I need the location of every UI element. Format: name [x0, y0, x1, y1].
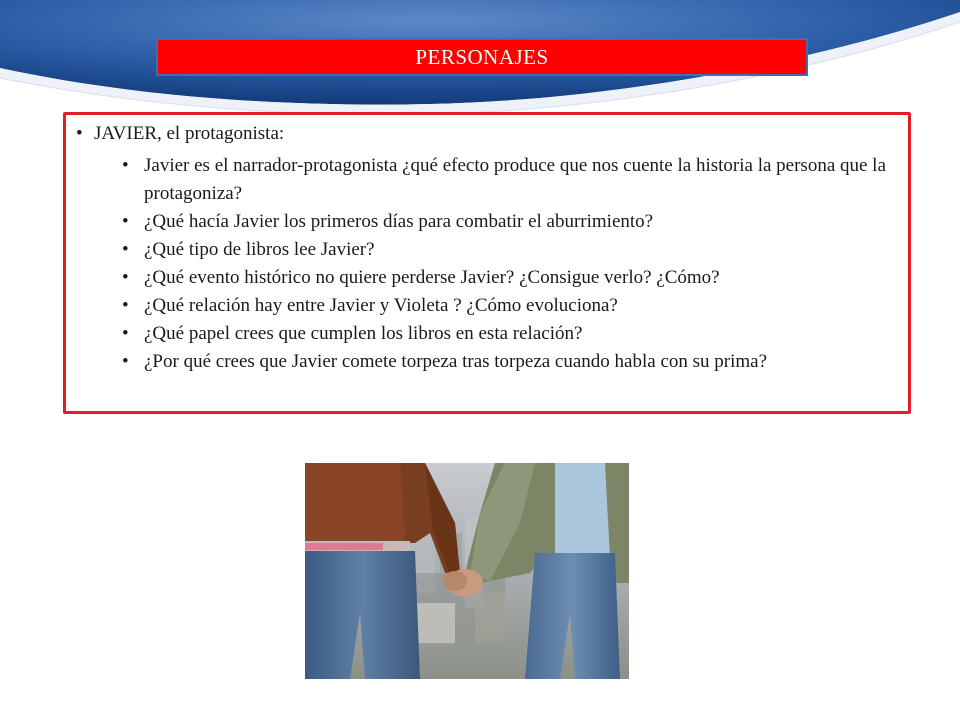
couple-holding-hands-photo — [305, 463, 629, 679]
question-list — [118, 152, 903, 376]
question-item: • ¿Qué tipo de libros lee Javier? — [118, 236, 903, 264]
main-bullet — [76, 123, 284, 145]
slide-title: PERSONAJES — [415, 44, 549, 69]
question-item: • ¿Qué evento histórico no quiere perderse Javier? ¿Consigue verlo? ¿Cómo? — [118, 264, 903, 292]
question-item: • Javier es el narrador-protagonista ¿qué efecto produce que nos cuente la historia la persona que la protagoniza? — [118, 152, 903, 208]
question-item: • ¿Qué papel crees que cumplen los libros en esta relación? — [118, 320, 903, 348]
main-bullet-text: JAVIER, el protagonista: — [94, 123, 285, 144]
photo-illustration — [305, 463, 629, 679]
question-item: • ¿Qué hacía Javier los primeros días para combatir el aburrimiento? — [118, 208, 903, 236]
question-item: • ¿Qué relación hay entre Javier y Violeta ? ¿Cómo evoluciona? — [118, 292, 903, 320]
questions-box — [63, 112, 911, 414]
title-banner — [156, 38, 808, 76]
question-item: • ¿Por qué crees que Javier comete torpeza tras torpeza cuando habla con su prima? — [118, 348, 903, 376]
